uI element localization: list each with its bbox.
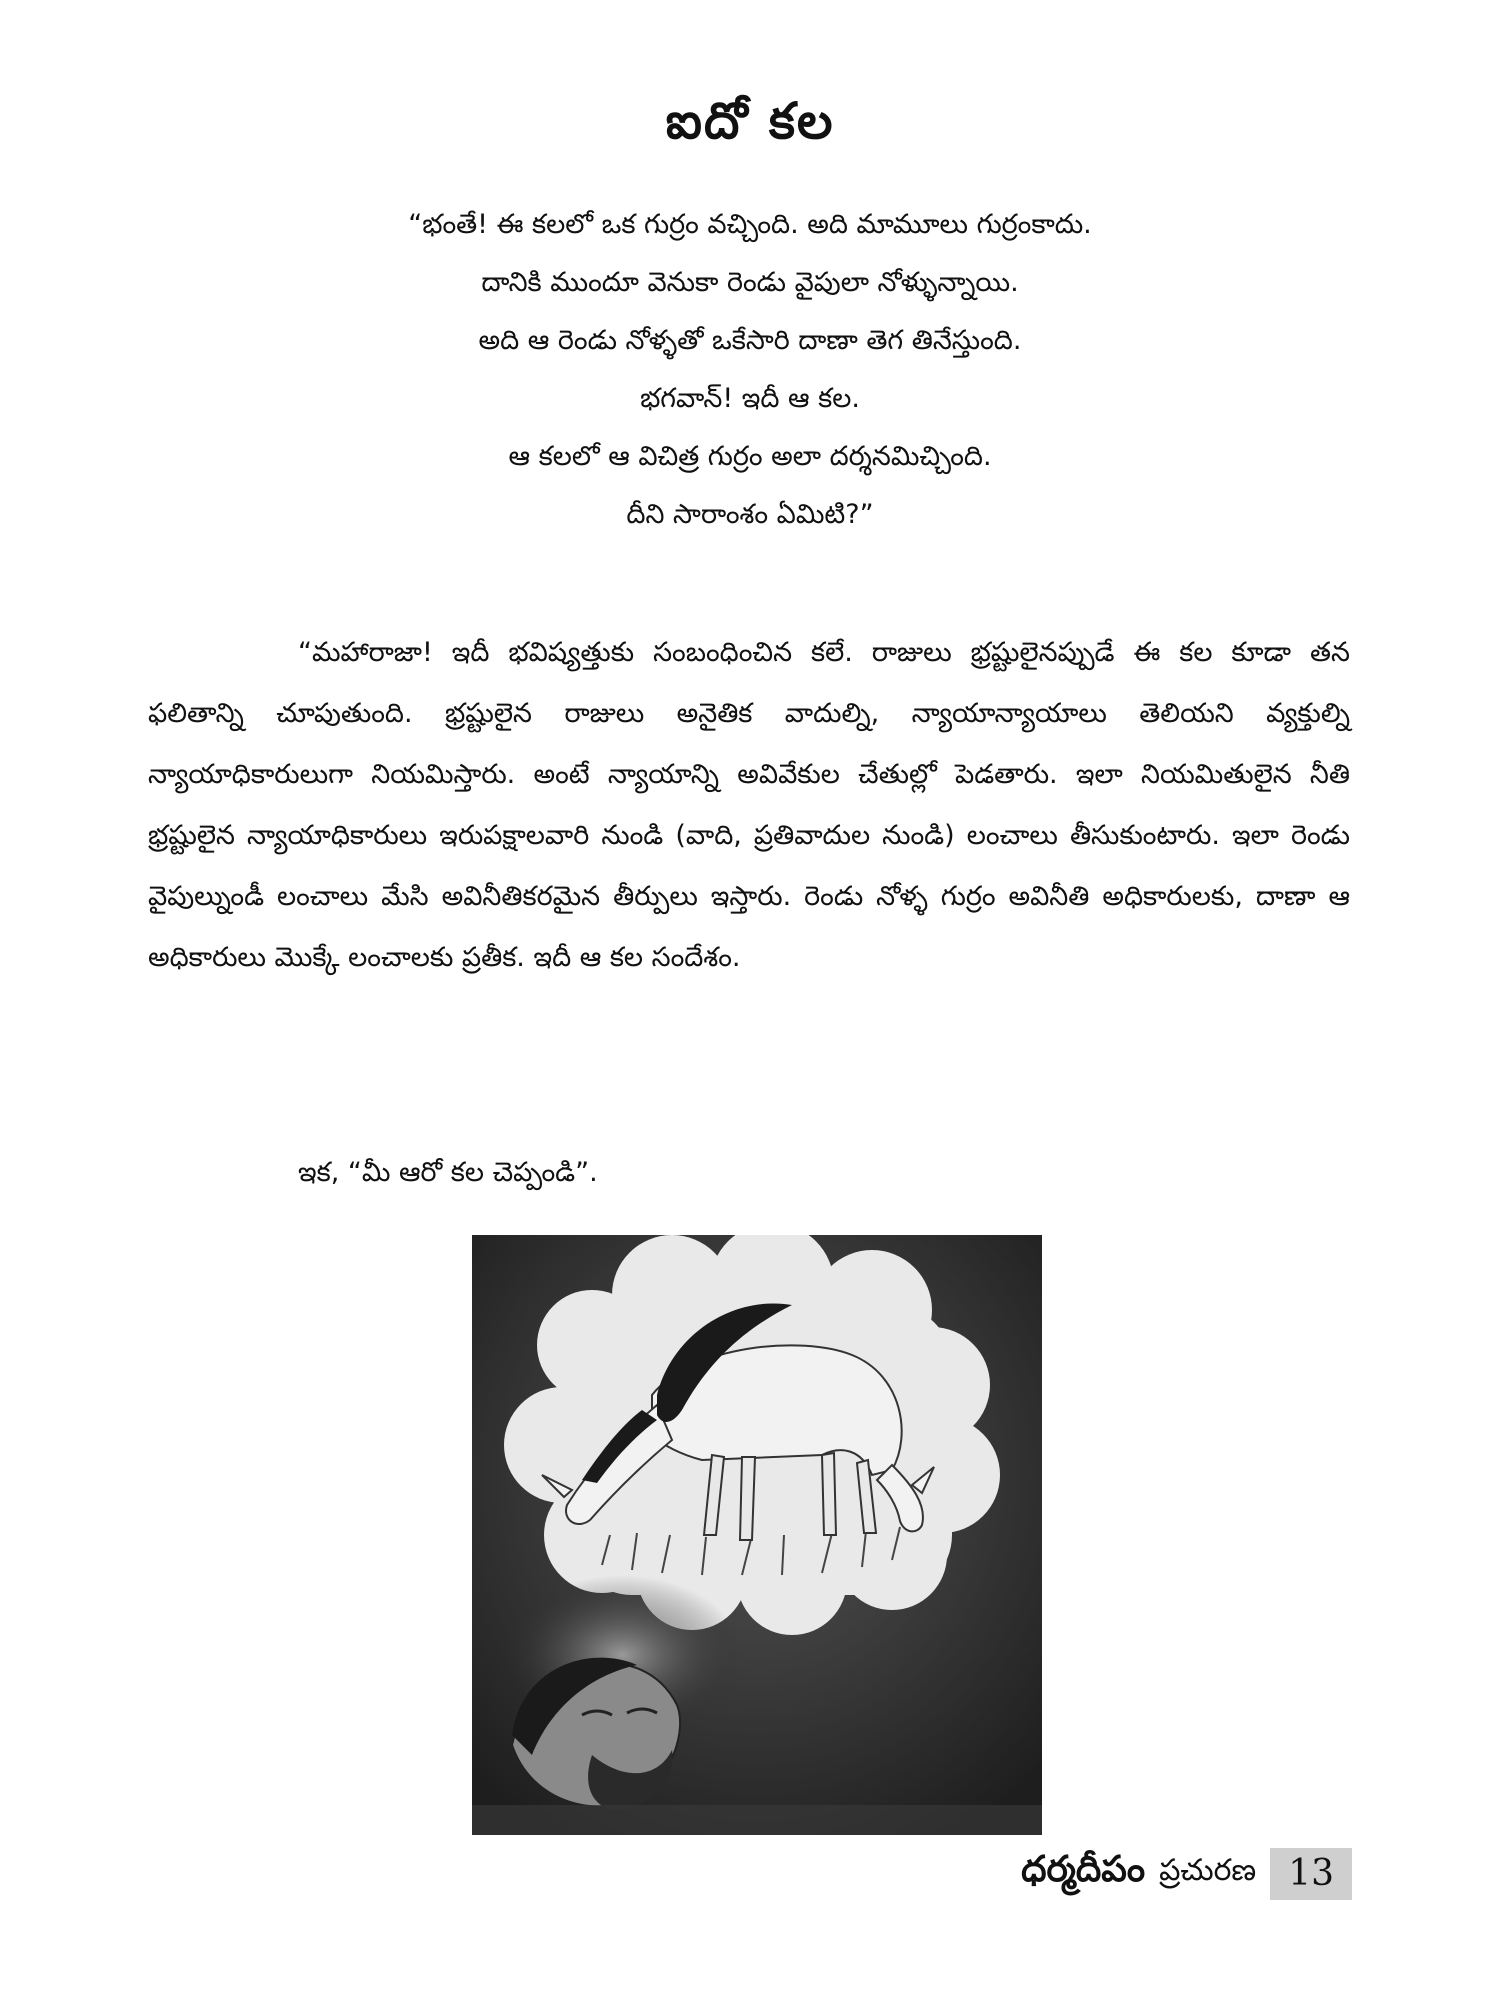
verse-line: అది ఆ రెండు నోళ్ళతో ఒకేసారి దాణా తెగ తినేస్తుంది. [478, 325, 1022, 356]
verse-line: ఆ కలలో ఆ విచిత్ర గుర్రం అలా దర్శనమిచ్చింది. [508, 441, 992, 472]
page-footer [1021, 1848, 1352, 1900]
page-number: 13 [1270, 1848, 1352, 1900]
chapter-title: ఐదో కల [665, 92, 835, 150]
publication-subtitle: ప్రచురణ [1159, 1853, 1257, 1888]
horse-dream-drawing [472, 1235, 1042, 1835]
verse-block [200, 196, 1300, 544]
publication-name: ధర్మదీపం [1021, 1849, 1146, 1890]
verse-line: దానికి ముందూ వెనుకా రెండు వైపులా నోళ్ళున్నాయి. [481, 267, 1019, 298]
verse-line: దీని సారాంశం ఏమిటి?” [626, 499, 874, 530]
body-paragraph: “మహారాజా! ఇదీ భవిష్యత్తుకు సంబంధించిన కలే. రాజులు భ్రష్టులైనప్పుడే ఈ కల కూడా తన ఫలితాన్ని చూపుతుంది. భ్రష్టులైన రాజులు అనైతిక వాదుల్ని, న్యాయాన్యాయాలు తెలియని వ్యక్తుల్ని న్యాయాధికారులుగా నియమిస్తారు. అంటే న్యాయాన్ని అవివేకుల చేతుల్లో పెడతారు. ఇలా నియమితులైన నీతి భ్రష్టులైన న్యాయాధికారులు ఇరుపక్షాలవారి నుండి (వాది, ప్రతివాదుల నుండి) లంచాలు తీసుకుంటారు. ఇలా రెండు వైపుల్నుండీ లంచాలు మేసి అవినీతికరమైన తీర్పులు ఇస్తారు. రెండు నోళ్ళ గుర్రం అవినీతి అధికారులకు, దాణా ఆ అధికారులు మొక్కే లంచాలకు ప్రతీక. ఇదీ ఆ కల సందేశం. [148, 637, 1350, 973]
closing-line: ఇక, “మీ ఆరో కల చెప్పండి”. [298, 1157, 598, 1188]
dream-illustration [472, 1235, 1042, 1835]
verse-line: భగవాన్! ఇదీ ఆ కల. [640, 383, 860, 414]
verse-line: “భంతే! ఈ కలలో ఒక గుర్రం వచ్చింది. అది మామూలు గుర్రంకాదు. [408, 209, 1092, 240]
